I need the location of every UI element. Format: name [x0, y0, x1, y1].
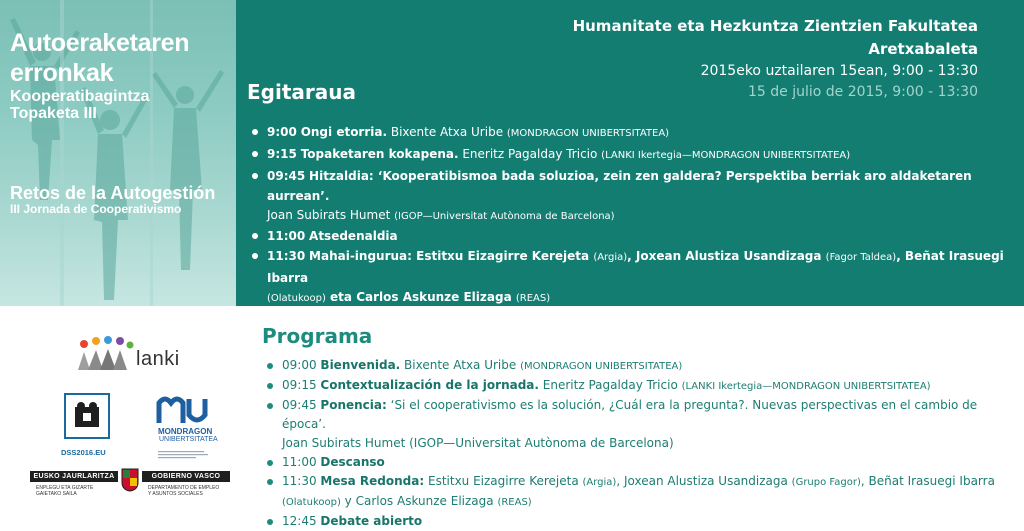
list-item: 12:45 Debate abierto — [265, 512, 1005, 531]
bullet-icon — [252, 129, 258, 135]
programa-list — [265, 356, 1005, 531]
egitaraua-heading: Egitaraua — [247, 80, 356, 104]
mondragon-fine-print — [158, 445, 210, 464]
event-title-es: Retos de la Autogestión — [10, 183, 216, 203]
ej-department-eu: ENPLEGU ETA GIZARTE GAIETAKO SAILA — [36, 485, 94, 497]
dss2016-logo — [64, 393, 110, 439]
mondragon-name: MONDRAGON — [158, 427, 213, 436]
faculty-name: Humanitate eta Hezkuntza Zientzien Fakultatea — [572, 17, 978, 35]
bullet-icon — [267, 363, 273, 369]
list-item: 11:00 Descanso — [265, 453, 1005, 472]
bullet-icon — [267, 479, 273, 485]
eusko-jaurlaritza-logo — [30, 471, 230, 497]
basque-shield-icon — [121, 468, 139, 492]
event-title-eu-block — [10, 28, 189, 122]
list-item: 9:00 Ongi etorria. Bixente Atxa Uribe (MONDRAGON UNIBERTSITATEA) — [250, 122, 1010, 144]
date-eu: 2015eko uztailaren 15ean, 9:00 - 13:30 — [700, 63, 978, 79]
bullet-icon — [252, 253, 258, 259]
event-title-eu-line2: erronkak — [10, 59, 114, 87]
venue-info — [573, 15, 978, 102]
event-subtitle-eu-line1: Kooperatibagintza — [10, 88, 150, 105]
fine-print-lines — [158, 450, 210, 460]
date-es: 15 de julio de 2015, 9:00 - 13:30 — [748, 84, 978, 100]
lanki-logo — [76, 336, 196, 372]
bullet-icon — [267, 403, 273, 409]
mondragon-subname: UNIBERTSITATEA — [159, 436, 218, 443]
dss-emblem-icon — [66, 395, 108, 437]
list-item: 09:15 Contextualización de la jornada. Eneritz Pagalday Tricio (LANKI Ikertegia—MONDRAGON UNIBERTSITATEA) — [265, 376, 1005, 396]
list-item: 11:30 Mesa Redonda: Estitxu Eizagirre Kerejeta (Argia), Joxean Alustiza Usandizaga (Grupo Fagor), Beñat Irasuegi Ibarra (Olatukoop) y Carlos Askunze Elizaga (REAS) — [265, 472, 1005, 512]
mondragon-mu-icon — [153, 393, 213, 427]
list-item: 11:00 Atsedenaldia — [250, 226, 1010, 246]
event-subtitle-eu-line2: Topaketa III — [10, 105, 97, 122]
ej-right-bar: GOBIERNO VASCO — [142, 471, 230, 482]
ej-left-bar: EUSKO JAURLARITZA — [30, 471, 118, 482]
ej-department-es: DEPARTAMENTO DE EMPLEO Y ASUNTOS SOCIALES — [148, 485, 220, 497]
bullet-icon — [252, 233, 258, 239]
list-item: 09:45 Ponencia: ‘Si el cooperativismo es la solución, ¿Cuál era la pregunta?. Nuevas perspectivas en el cambio de época’. Joan Subirats Humet (IGOP—Universitat Autònoma de Barcelona) — [265, 396, 1005, 453]
bullet-icon — [267, 460, 273, 466]
event-title-eu-line1: Autoeraketaren — [10, 29, 190, 57]
list-item: 11:30 Mahai-ingurua: Estitxu Eizagirre Kerejeta (Argia), Joxean Alustiza Usandizaga (Fagor Taldea), Beñat Irasuegi Ibarra (Olatukoop) eta Carlos Askunze Elizaga (REAS) — [250, 246, 1010, 306]
list-item: 09:00 Bienvenida. Bixente Atxa Uribe (MONDRAGON UNIBERTSITATEA) — [265, 356, 1005, 376]
bullet-icon — [252, 151, 258, 157]
programa-heading: Programa — [262, 324, 373, 348]
bullet-icon — [267, 519, 273, 525]
lanki-people-icon — [76, 336, 138, 372]
dss2016-label: DSS2016.EU — [61, 448, 106, 457]
bullet-icon — [267, 383, 273, 389]
header-photo — [0, 0, 236, 306]
list-item: 9:15 Topaketaren kokapena. Eneritz Pagalday Tricio (LANKI Ikertegia—MONDRAGON UNIBERTSITATEA) — [250, 144, 1010, 166]
event-title-es-block — [10, 183, 215, 216]
list-item: 09:45 Hitzaldia: ‘Kooperatibismoa bada soluzioa, zein zen galdera? Perspektiba berriak aro aldaketaren aurrean’. Joan Subirats Humet (IGOP—Universitat Autònoma de Barcelona) — [250, 166, 1010, 226]
egitaraua-list — [250, 122, 1010, 306]
event-subtitle-es: III Jornada de Cooperativismo — [10, 202, 182, 216]
lanki-wordmark: lanki — [136, 348, 180, 370]
bullet-icon — [252, 173, 258, 179]
location: Aretxabaleta — [868, 40, 978, 58]
